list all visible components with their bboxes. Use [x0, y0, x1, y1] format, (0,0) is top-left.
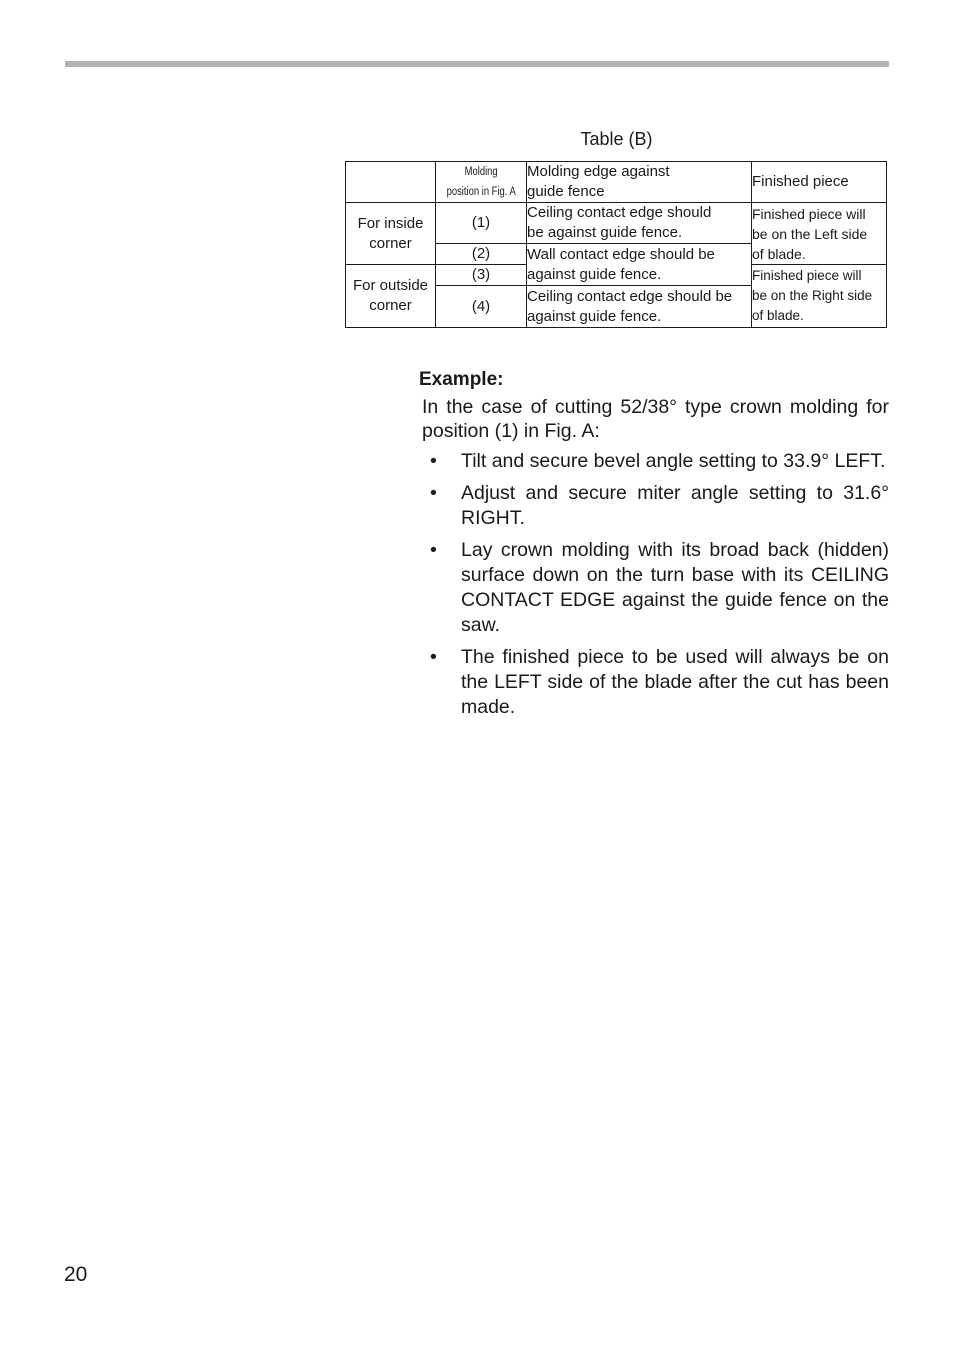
- example-steps: [422, 449, 889, 727]
- finished-right-side: [752, 265, 887, 328]
- header-molding-edge: [527, 162, 752, 203]
- step-text: The finished piece to be used will always be on the LEFT side of the blade after the cut has been made.: [461, 646, 889, 718]
- edge-ceiling-4-line1: Ceiling contact edge should be: [527, 287, 733, 305]
- step-text: Tilt and secure bevel angle setting to 33.9° LEFT.: [461, 450, 886, 472]
- edge-ceiling-4: [527, 286, 752, 328]
- position-2: (2): [436, 244, 527, 265]
- table-header-row: [346, 162, 887, 203]
- finished-right-line1: Finished piece will: [752, 268, 862, 283]
- group-inside-corner: [346, 203, 436, 265]
- bullet-icon: •: [430, 646, 437, 668]
- position-4: (4): [436, 286, 527, 328]
- group-inside-line1: For inside: [357, 214, 424, 232]
- bullet-icon: •: [430, 539, 437, 561]
- step-text: Lay crown molding with its broad back (hidden) surface down on the turn base with its CEILING CONTACT EDGE against the guide fence on the saw.: [461, 539, 889, 636]
- finished-right-line2: be on the Right side: [752, 288, 873, 303]
- page-number: 20: [64, 1263, 88, 1286]
- edge-wall-line1: Wall contact edge should be: [527, 245, 715, 263]
- finished-left-line2: be on the Left side: [752, 225, 868, 242]
- edge-wall-line2: against guide fence.: [527, 265, 662, 283]
- finished-left-line1: Finished piece will: [752, 205, 866, 222]
- header-rule: [65, 61, 889, 67]
- example-intro: In the case of cutting 52/38° type crown molding for position (1) in Fig. A:: [422, 396, 889, 442]
- list-item: [422, 538, 889, 638]
- header-edge-line2: guide fence: [527, 183, 605, 200]
- bullet-icon: •: [430, 482, 437, 504]
- edge-ceiling-4-line2: against guide fence.: [527, 307, 662, 325]
- example-heading: Example:: [419, 369, 504, 390]
- molding-table: [345, 161, 887, 328]
- group-inside-line2: corner: [369, 234, 412, 252]
- edge-ceiling-1-line2: be against guide fence.: [527, 224, 683, 241]
- list-item: [422, 449, 889, 474]
- list-item: [422, 645, 889, 720]
- group-outside-line2: corner: [369, 297, 412, 314]
- header-edge-line1: Molding edge against: [527, 163, 670, 180]
- header-molding-position: [436, 162, 527, 203]
- bullet-icon: •: [430, 450, 437, 472]
- finished-left-line3: of blade.: [752, 245, 806, 262]
- edge-wall: [527, 244, 752, 286]
- header-position-line1: Molding: [464, 166, 498, 178]
- group-outside-line1: For outside: [352, 277, 429, 294]
- header-empty-cell: [346, 162, 436, 203]
- group-outside-corner: [346, 265, 436, 328]
- table-row: [346, 203, 887, 244]
- step-text: Adjust and secure miter angle setting to 31.6° RIGHT.: [461, 482, 889, 529]
- finished-left-side: [752, 203, 887, 265]
- position-1: (1): [436, 203, 527, 244]
- edge-ceiling-1: [527, 203, 752, 244]
- header-finished-piece: Finished piece: [752, 162, 887, 203]
- list-item: [422, 481, 889, 531]
- position-3: (3): [436, 265, 527, 286]
- header-position-line2: position in Fig. A: [446, 186, 516, 198]
- table-caption: Table (B): [580, 129, 653, 149]
- edge-ceiling-1-line1: Ceiling contact edge should: [527, 204, 712, 221]
- finished-right-line3: of blade.: [752, 308, 804, 323]
